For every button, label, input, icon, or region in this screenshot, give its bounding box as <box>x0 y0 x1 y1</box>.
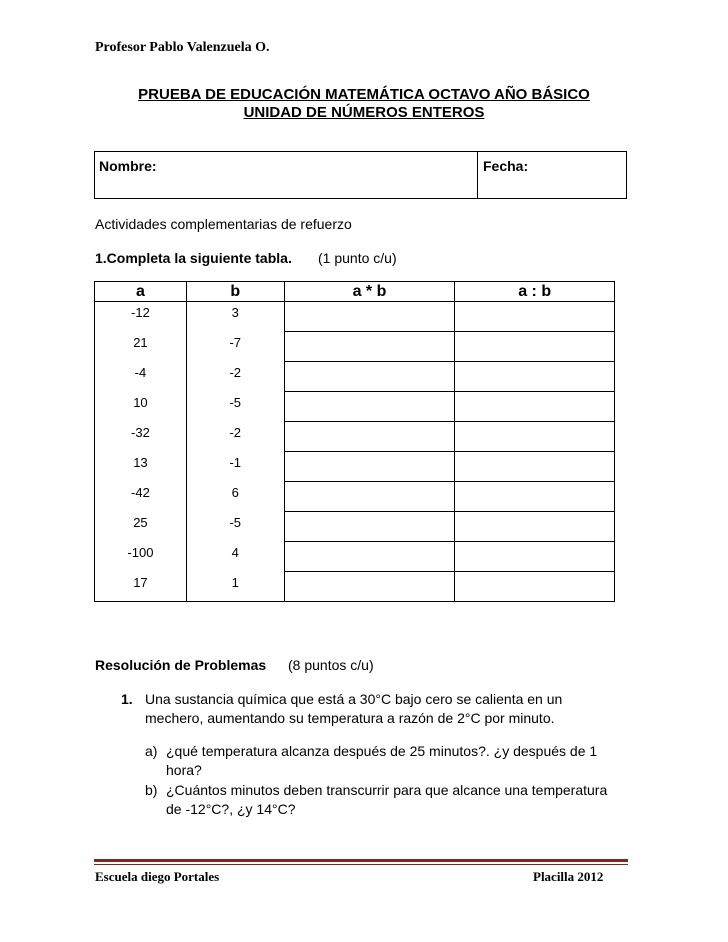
product-answer-cell[interactable] <box>284 542 455 572</box>
a-value: 25 <box>95 512 187 542</box>
a-value: -32 <box>95 422 187 452</box>
quotient-answer-cell[interactable] <box>455 572 615 602</box>
a-value: -12 <box>95 302 187 332</box>
product-answer-cell[interactable] <box>284 452 455 482</box>
teacher-name: Profesor Pablo Valenzuela O. <box>95 40 270 55</box>
quotient-answer-cell[interactable] <box>455 332 615 362</box>
quotient-answer-cell[interactable] <box>455 422 615 452</box>
b-value: 4 <box>186 542 284 572</box>
table-row <box>95 482 615 512</box>
b-value: -2 <box>186 362 284 392</box>
student-info-box <box>94 151 627 199</box>
product-answer-cell[interactable] <box>284 392 455 422</box>
table-row <box>95 302 615 332</box>
a-value: 10 <box>95 392 187 422</box>
table-instruction: 1.Completa la siguiente tabla. <box>95 250 292 266</box>
quotient-answer-cell[interactable] <box>455 542 615 572</box>
product-answer-cell[interactable] <box>284 422 455 452</box>
a-value: -100 <box>95 542 187 572</box>
question-a-letter: a) <box>145 743 158 759</box>
table-row <box>95 422 615 452</box>
quotient-answer-cell[interactable] <box>455 362 615 392</box>
date-label: Fecha: <box>483 158 529 174</box>
exam-title: PRUEBA DE EDUCACIÓN MATEMÁTICA OCTAVO AÑO BÁSICO <box>138 86 590 103</box>
problems-title: Resolución de Problemas <box>95 657 267 673</box>
quotient-answer-cell[interactable] <box>455 452 615 482</box>
product-answer-cell[interactable] <box>284 302 455 332</box>
product-answer-cell[interactable] <box>284 362 455 392</box>
table-header-row <box>95 282 615 302</box>
b-value: 1 <box>186 572 284 602</box>
b-value: -5 <box>186 512 284 542</box>
a-value: -42 <box>95 482 187 512</box>
footer-rule-thick <box>94 859 628 862</box>
header-quotient: a : b <box>455 282 615 302</box>
footer-school: Escuela diego Portales <box>95 869 220 884</box>
header-product: a * b <box>284 282 455 302</box>
header-b: b <box>186 282 284 302</box>
name-label: Nombre: <box>99 158 157 174</box>
question-a-line2: hora? <box>166 762 202 778</box>
b-value: -2 <box>186 422 284 452</box>
activities-intro: Actividades complementarias de refuerzo <box>95 216 352 232</box>
product-answer-cell[interactable] <box>284 332 455 362</box>
product-answer-cell[interactable] <box>284 512 455 542</box>
a-value: 17 <box>95 572 187 602</box>
product-answer-cell[interactable] <box>284 482 455 512</box>
table-row <box>95 512 615 542</box>
table-row <box>95 542 615 572</box>
table-row <box>95 572 615 602</box>
b-value: 3 <box>186 302 284 332</box>
question-a-line1: ¿qué temperatura alcanza después de 25 minutos?. ¿y después de 1 <box>166 743 598 759</box>
b-value: -5 <box>186 392 284 422</box>
b-value: 6 <box>186 482 284 512</box>
quotient-answer-cell[interactable] <box>455 482 615 512</box>
exam-subtitle: UNIDAD DE NÚMEROS ENTEROS <box>243 104 485 121</box>
question-b-letter: b) <box>145 782 158 798</box>
table-row <box>95 392 615 422</box>
question-b-line2: de -12°C?, ¿y 14°C? <box>166 801 296 817</box>
product-answer-cell[interactable] <box>284 572 455 602</box>
problem-text-line2: mechero, aumentando su temperatura a razón de 2°C por minuto. <box>145 710 555 726</box>
header-a: a <box>95 282 187 302</box>
b-value: -7 <box>186 332 284 362</box>
a-value: 13 <box>95 452 187 482</box>
quotient-answer-cell[interactable] <box>455 392 615 422</box>
quotient-answer-cell[interactable] <box>455 512 615 542</box>
footer-place-year: Placilla 2012 <box>533 869 604 884</box>
info-divider <box>477 152 478 198</box>
table-points: (1 punto c/u) <box>318 250 397 266</box>
a-value: 21 <box>95 332 187 362</box>
b-value: -1 <box>186 452 284 482</box>
problem-text-line1: Una sustancia química que está a 30°C bajo cero se calienta en un <box>145 691 563 707</box>
table-row <box>95 332 615 362</box>
footer-rule-thin <box>94 864 628 865</box>
question-b-line1: ¿Cuántos minutos deben transcurrir para que alcance una temperatura <box>166 782 608 798</box>
problems-points: (8 puntos c/u) <box>288 657 374 673</box>
problem-number: 1. <box>121 691 133 707</box>
exercise-table <box>94 281 615 602</box>
table-row <box>95 362 615 392</box>
table-row <box>95 452 615 482</box>
quotient-answer-cell[interactable] <box>455 302 615 332</box>
a-value: -4 <box>95 362 187 392</box>
